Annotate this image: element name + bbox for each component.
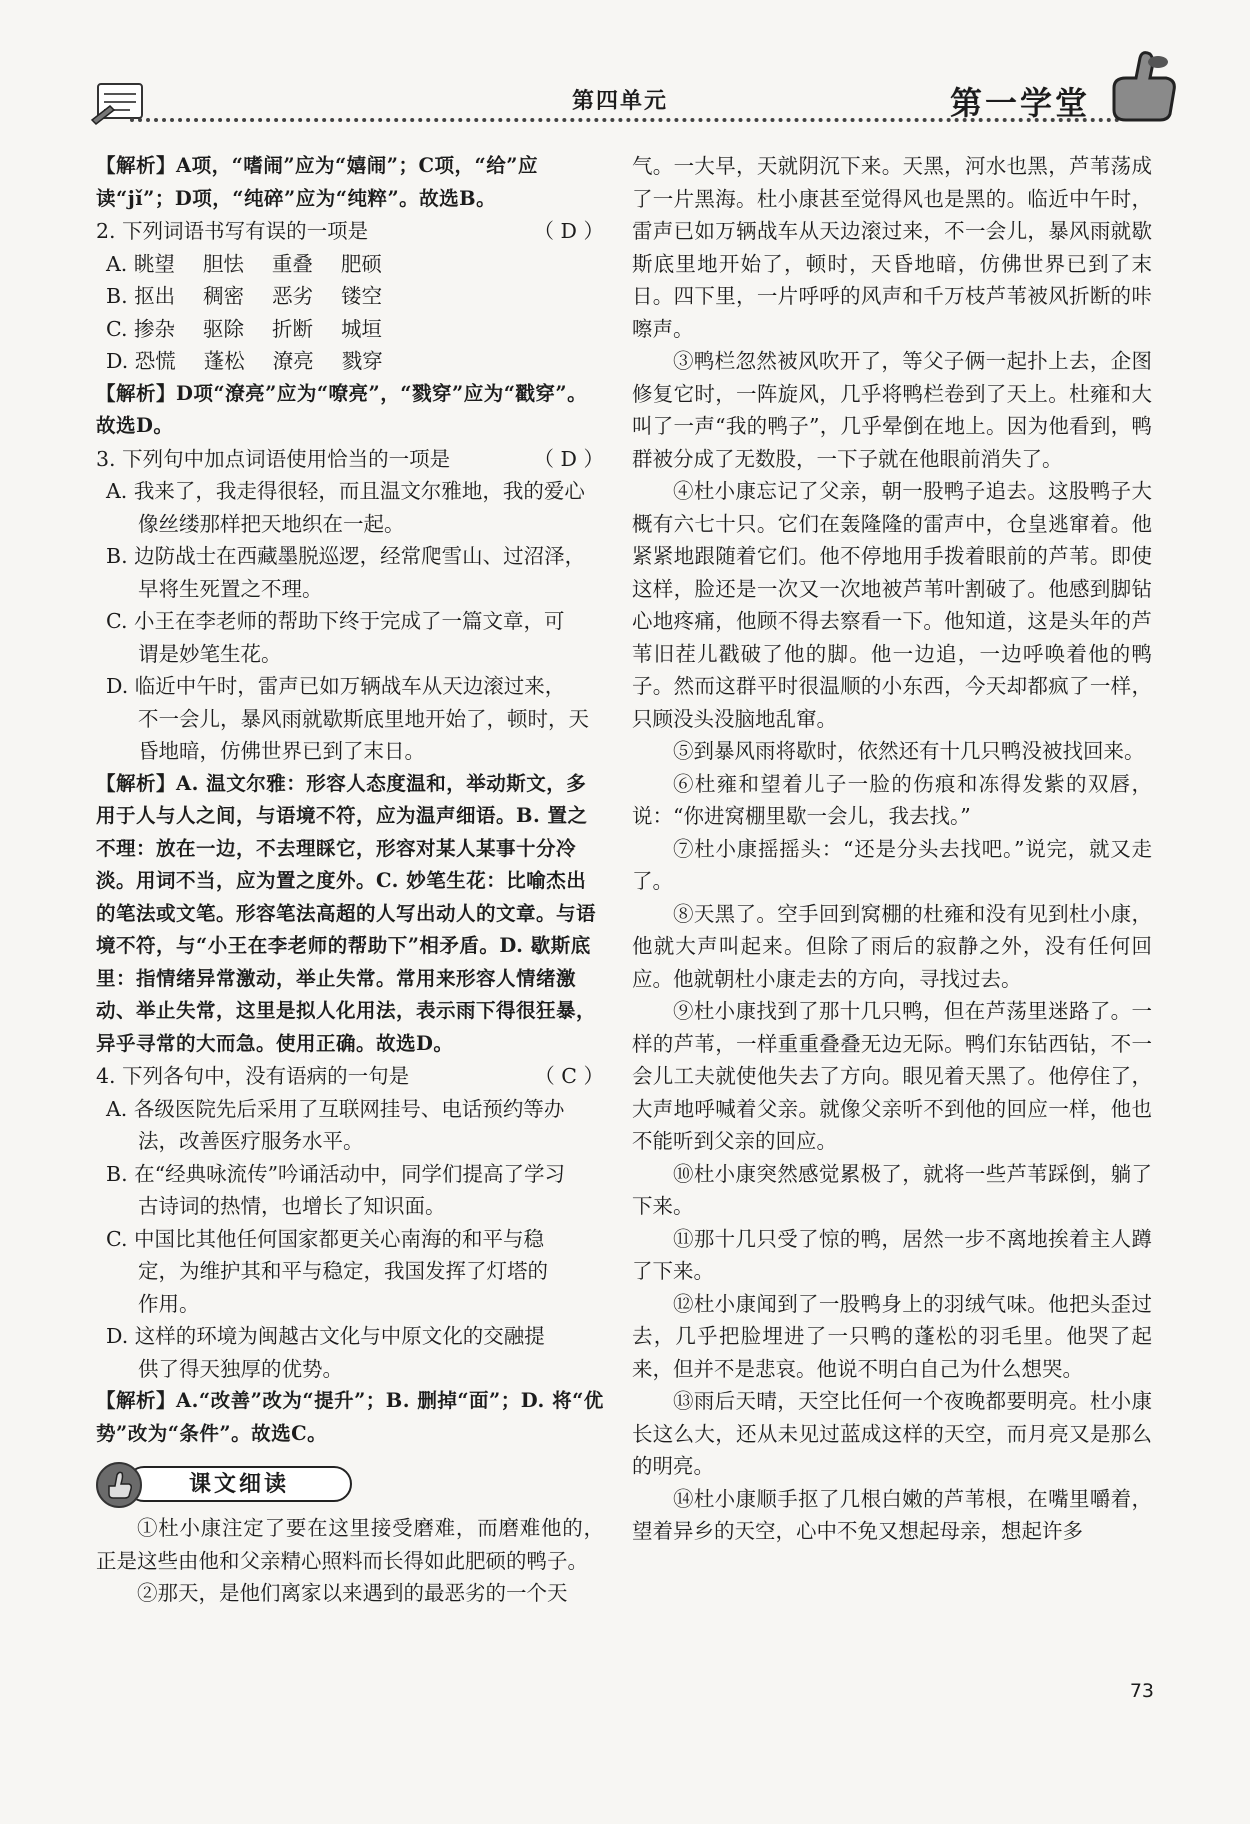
thumbs-up-icon bbox=[96, 1462, 142, 1508]
q2-option-b-word-1: B. 抠出 bbox=[106, 284, 176, 308]
question-3 bbox=[96, 443, 604, 476]
q3-option-a: A. 我来了，我走得很轻，而且温文尔雅地，我的爱心 bbox=[106, 479, 585, 503]
brand-title: 第一学堂 bbox=[949, 84, 1090, 122]
q2-option-c-word-3: 折断 bbox=[272, 316, 313, 341]
q3-option-a-cont: 像丝缕那样把天地织在一起。 bbox=[138, 511, 405, 536]
question-2-text: 2. 下列词语书写有误的一项是 bbox=[96, 219, 369, 243]
q4-option-c-cont-2: 作用。 bbox=[138, 1291, 200, 1316]
q3-option-d-cont-2: 昏地暗，仿佛世界已到了末日。 bbox=[138, 739, 425, 763]
q2-option-d-word-1: D. 恐慌 bbox=[106, 349, 176, 373]
paragraph-4: ④杜小康忘记了父亲，朝一股鸭子追去。这股鸭子大概有六七十只。它们在轰隆隆的雷声中，仓皇逃窜着。他紧紧地跟随着它们。他不停地用手拨着眼前的芦苇。即使这样，脸还是一次又一次地被芦苇叶割破了。他感到脚钻心地疼痛，他顾不得去察看一下。他知道，这是头年的芦苇旧茬儿戳破了他的脚。他一边追，一边呼唤着他的鸭子。然而这群平时很温顺的小东西，今天却都疯了一样，只顾没头没脑地乱窜。 bbox=[632, 479, 1152, 731]
paragraph-6: ⑥杜雍和望着儿子一脸的伤痕和冻得发紫的双唇，说：“你进窝棚里歇一会儿，我去找。” bbox=[632, 771, 1152, 828]
paragraph-2-continued: 气。一大早，天就阴沉下来。天黑，河水也黑，芦苇荡成了一片黑海。杜小康甚至觉得风也是黑的。临近中午时，雷声已如万辆战车从天边滚过来，不一会儿，暴风雨就歇斯底里地开始了，顿时，天昏地暗，仿佛世界已到了末日。四下里，一片呼呼的风声和千万枝芦苇被风折断的咔嚓声。 bbox=[632, 154, 1152, 341]
q3-option-b: B. 边防战士在西藏墨脱巡逻，经常爬雪山、过沼泽， bbox=[106, 544, 586, 568]
question-4-answer: （ C ） bbox=[534, 1064, 604, 1088]
q3-option-c-cont: 谓是妙笔生花。 bbox=[138, 641, 282, 666]
explanation-1: 【解析】A项，“嗜闹”应为“嬉闹”；C项，“给”应读“jǐ”；D项，“纯碎”应为“纯粹”。故选B。 bbox=[96, 154, 538, 210]
paragraph-5: ⑤到暴风雨将歇时，依然还有十几只鸭没被找回来。 bbox=[673, 739, 1145, 763]
question-4 bbox=[96, 1060, 604, 1093]
paragraph-12: ⑫杜小康闻到了一股鸭身上的羽绒气味。他把头歪过去，几乎把脸埋进了一只鸭的蓬松的羽毛里。他哭了起来，但并不是悲哀。他说不明白自己为什么想哭。 bbox=[632, 1291, 1152, 1381]
section-title: 课文细读 bbox=[126, 1466, 352, 1502]
paragraph-2-start: ②那天，是他们离家以来遇到的最恶劣的一个天 bbox=[137, 1581, 568, 1605]
page-header bbox=[60, 58, 1180, 128]
q3-option-b-cont: 早将生死置之不理。 bbox=[138, 576, 323, 601]
q2-option-b-word-2: 稠密 bbox=[203, 284, 245, 308]
paragraph-11: ⑪那十几只受了惊的鸭，居然一步不离地挨着主人蹲了下来。 bbox=[632, 1226, 1152, 1283]
q2-option-c bbox=[96, 313, 604, 346]
q2-option-c-word-1: C. 掺杂 bbox=[106, 316, 175, 341]
q2-option-a bbox=[96, 248, 604, 281]
question-3-answer: （ D ） bbox=[533, 446, 604, 471]
page-number: 73 bbox=[1129, 1680, 1154, 1702]
q2-option-b-word-3: 恶劣 bbox=[272, 284, 314, 308]
q2-option-d-word-4: 戮穿 bbox=[341, 349, 383, 373]
right-column bbox=[632, 150, 1152, 1548]
explanation-2: 【解析】D项“潦亮”应为“嘹亮”，“戮穿”应为“戳穿”。故选D。 bbox=[96, 381, 588, 437]
q2-option-c-word-2: 驱除 bbox=[203, 316, 244, 341]
q4-option-c-cont-1: 定，为维护其和平与稳定，我国发挥了灯塔的 bbox=[138, 1259, 548, 1283]
paragraph-10: ⑩杜小康突然感觉累极了，就将一些芦苇踩倒，躺了下来。 bbox=[632, 1161, 1152, 1218]
q4-option-a-cont: 法，改善医疗服务水平。 bbox=[138, 1129, 364, 1153]
question-4-text: 4. 下列各句中，没有语病的一句是 bbox=[96, 1064, 410, 1088]
q2-option-a-word-2: 胆怯 bbox=[202, 251, 244, 276]
q2-option-d-word-3: 潦亮 bbox=[272, 349, 314, 373]
q4-option-d-cont: 供了得天独厚的优势。 bbox=[138, 1356, 343, 1381]
q2-option-c-word-4: 城垣 bbox=[341, 316, 382, 341]
q2-option-d-word-2: 蓬松 bbox=[203, 349, 245, 373]
q3-option-d-cont-1: 不一会儿，暴风雨就歇斯底里地开始了，顿时，天 bbox=[138, 706, 589, 731]
thumbs-up-icon bbox=[1096, 48, 1180, 126]
paragraph-3: ③鸭栏忽然被风吹开了，等父子俩一起扑上去，企图修复它时，一阵旋风，几乎将鸭栏卷到了天上。杜雍和大叫了一声“我的鸭子”，几乎晕倒在地上。因为他看到，鸭群被分成了无数股，一下子就在他眼前消失了。 bbox=[632, 349, 1152, 471]
paragraph-14: ⑭杜小康顺手抠了几根白嫩的芦苇根，在嘴里嚼着，望着异乡的天空，心中不免又想起母亲，想起许多 bbox=[632, 1486, 1152, 1543]
explanation-3: 【解析】A. 温文尔雅：形容人态度温和，举动斯文，多用于人与人之间，与语境不符，应为温声细语。B. 置之不理：放在一边，不去理睬它，形容对某人某事十分冷淡。用词不当，应为置之度外。C. 妙笔生花：比喻杰出的笔法或文笔。形容笔法高超的人写出动人的文章。与语境不符，与“小王在李老师的帮助下”相矛盾。D. 歇斯底里：指情绪异常激动，举止失常。常用来形容人情绪激动、举止失常，这里是拟人化用法，表示雨下得很狂暴，异乎寻常的大而急。使用正确。故选D。 bbox=[96, 771, 597, 1055]
question-3-text: 3. 下列句中加点词语使用恰当的一项是 bbox=[96, 446, 451, 471]
paragraph-1: ①杜小康注定了要在这里接受磨难，而磨难他的，正是这些由他和父亲精心照料而长得如此肥硕的鸭子。 bbox=[96, 1516, 604, 1573]
section-banner bbox=[96, 1460, 604, 1506]
unit-title: 第四单元 bbox=[571, 88, 668, 114]
question-2-answer: （ D ） bbox=[533, 219, 604, 243]
q3-option-d: D. 临近中午时，雷声已如万辆战车从天边滚过来， bbox=[106, 674, 566, 698]
q3-option-c: C. 小王在李老师的帮助下终于完成了一篇文章，可 bbox=[106, 609, 565, 633]
q4-option-b: B. 在“经典咏流传”吟诵活动中，同学们提高了学习 bbox=[106, 1161, 566, 1186]
q4-option-b-cont: 古诗词的热情，也增长了知识面。 bbox=[138, 1194, 446, 1218]
explanation-4: 【解析】A.“改善”改为“提升”；B. 删掉“面”；D. 将“优势”改为“条件”。故选C。 bbox=[96, 1389, 604, 1445]
q2-option-a-word-1: A. 眺望 bbox=[106, 251, 175, 276]
q2-option-d bbox=[96, 345, 604, 378]
q4-option-d: D. 这样的环境为闽越古文化与中原文化的交融提 bbox=[106, 1324, 545, 1348]
q2-option-b bbox=[96, 280, 604, 313]
q2-option-a-word-4: 肥硕 bbox=[340, 251, 382, 276]
q2-option-b-word-4: 镂空 bbox=[341, 284, 383, 308]
paragraph-8: ⑧天黑了。空手回到窝棚的杜雍和没有见到杜小康，他就大声叫起来。但除了雨后的寂静之外，没有任何回应。他就朝杜小康走去的方向，寻找过去。 bbox=[632, 901, 1152, 991]
left-column bbox=[96, 150, 604, 1610]
paragraph-7: ⑦杜小康摇摇头：“还是分头去找吧。”说完，就又走了。 bbox=[632, 836, 1152, 893]
question-2 bbox=[96, 215, 604, 248]
q2-option-a-word-3: 重叠 bbox=[271, 251, 313, 276]
q4-option-c: C. 中国比其他任何国家都更关心南海的和平与稳 bbox=[106, 1226, 544, 1251]
q4-option-a: A. 各级医院先后采用了互联网挂号、电话预约等办 bbox=[106, 1096, 565, 1121]
paragraph-9: ⑨杜小康找到了那十几只鸭，但在芦荡里迷路了。一样的芦苇，一样重重叠叠无边无际。鸭们东钻西钻，不一会儿工夫就使他失去了方向。眼见着天黑了。他停住了，大声地呼喊着父亲。就像父亲听不到他的回应一样，他也不能听到父亲的回应。 bbox=[632, 999, 1152, 1153]
paragraph-13: ⑬雨后天晴，天空比任何一个夜晚都要明亮。杜小康长这么大，还从未见过蓝成这样的天空，而月亮又是那么的明亮。 bbox=[632, 1389, 1152, 1478]
